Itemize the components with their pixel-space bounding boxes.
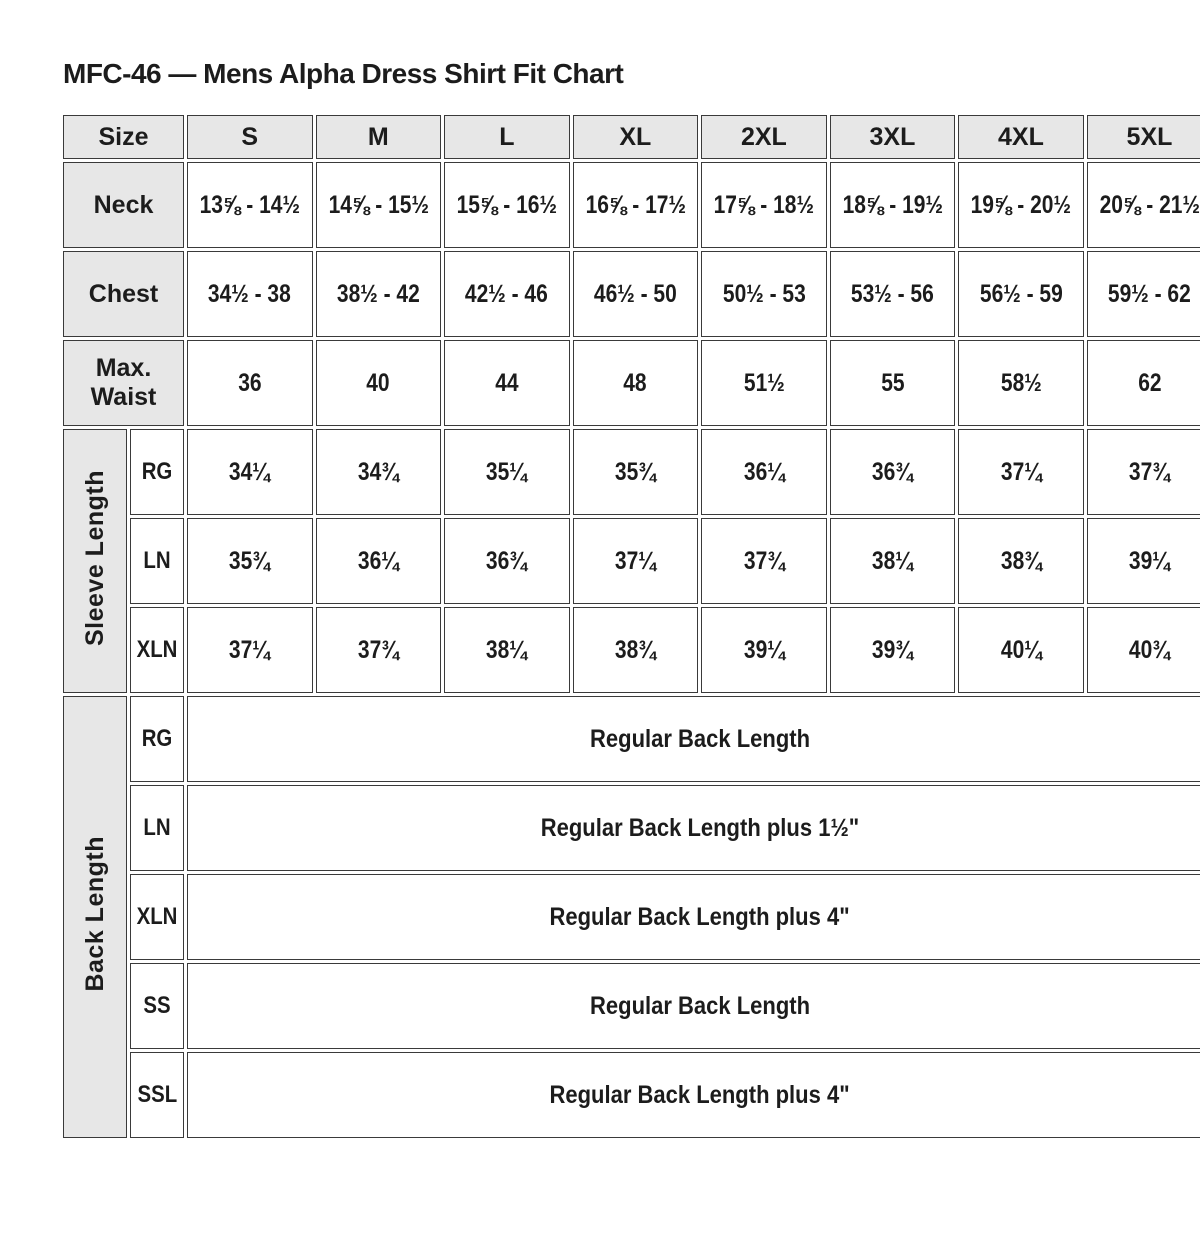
cell-sleeve-ln-xl: 37¼ [573, 518, 699, 604]
back-fit-rg: RG [130, 696, 184, 782]
cell-sleeve-ln-3xl: 38¼ [830, 518, 956, 604]
cell-chest-s: 34½ - 38 [187, 251, 313, 337]
back-desc-ln: Regular Back Length plus 1½" [187, 785, 1200, 871]
cell-sleeve-xln-m: 37¾ [316, 607, 442, 693]
cell-sleeve-rg-l: 35¼ [444, 429, 570, 515]
cell-chest-3xl: 53½ - 56 [830, 251, 956, 337]
cell-chest-5xl: 59½ - 62 [1087, 251, 1200, 337]
sleeve-fit-ln: LN [130, 518, 184, 604]
cell-sleeve-rg-4xl: 37¼ [958, 429, 1084, 515]
back-fit-ss: SS [130, 963, 184, 1049]
cell-sleeve-ln-l: 36¾ [444, 518, 570, 604]
cell-sleeve-rg-3xl: 36¾ [830, 429, 956, 515]
table-row [63, 874, 1200, 960]
size-col-header-5xl: 5XL [1087, 115, 1200, 159]
cell-neck-m: 14⅝ - 15½ [316, 162, 442, 248]
cell-neck-3xl: 18⅝ - 19½ [830, 162, 956, 248]
back-fit-ssl: SSL [130, 1052, 184, 1138]
cell-chest-4xl: 56½ - 59 [958, 251, 1084, 337]
size-col-header-4xl: 4XL [958, 115, 1084, 159]
cell-neck-4xl: 19⅝ - 20½ [958, 162, 1084, 248]
back-fit-xln: XLN [130, 874, 184, 960]
cell-sleeve-xln-3xl: 39¾ [830, 607, 956, 693]
table-row [63, 162, 1200, 248]
cell-sleeve-xln-4xl: 40¼ [958, 607, 1084, 693]
cell-sleeve-ln-m: 36¼ [316, 518, 442, 604]
cell-sleeve-ln-5xl: 39¼ [1087, 518, 1200, 604]
row-label-max-waist: Max. Waist [63, 340, 184, 426]
table-row [63, 1052, 1200, 1138]
cell-max-waist-4xl: 58½ [958, 340, 1084, 426]
cell-sleeve-rg-2xl: 36¼ [701, 429, 827, 515]
cell-max-waist-xl: 48 [573, 340, 699, 426]
size-col-header-m: M [316, 115, 442, 159]
fit-chart-table [60, 112, 1200, 1141]
cell-neck-xl: 16⅝ - 17½ [573, 162, 699, 248]
size-header-label: Size [63, 115, 184, 159]
cell-max-waist-2xl: 51½ [701, 340, 827, 426]
sleeve-fit-rg: RG [130, 429, 184, 515]
cell-chest-l: 42½ - 46 [444, 251, 570, 337]
cell-sleeve-ln-s: 35¾ [187, 518, 313, 604]
table-row [63, 785, 1200, 871]
cell-max-waist-l: 44 [444, 340, 570, 426]
back-desc-xln: Regular Back Length plus 4" [187, 874, 1200, 960]
cell-sleeve-ln-4xl: 38¾ [958, 518, 1084, 604]
cell-sleeve-rg-5xl: 37¾ [1087, 429, 1200, 515]
cell-neck-5xl: 20⅝ - 21½ [1087, 162, 1200, 248]
cell-sleeve-rg-xl: 35¾ [573, 429, 699, 515]
back-desc-ssl: Regular Back Length plus 4" [187, 1052, 1200, 1138]
row-label-neck: Neck [63, 162, 184, 248]
cell-sleeve-xln-xl: 38¾ [573, 607, 699, 693]
cell-neck-s: 13⅝ - 14½ [187, 162, 313, 248]
table-row [63, 696, 1200, 782]
row-label-chest: Chest [63, 251, 184, 337]
sleeve-length-label: Sleeve Length [63, 429, 127, 693]
cell-sleeve-ln-2xl: 37¾ [701, 518, 827, 604]
size-col-header-l: L [444, 115, 570, 159]
cell-sleeve-xln-5xl: 40¾ [1087, 607, 1200, 693]
cell-max-waist-3xl: 55 [830, 340, 956, 426]
table-row [63, 607, 1200, 693]
size-col-header-s: S [187, 115, 313, 159]
cell-neck-2xl: 17⅝ - 18½ [701, 162, 827, 248]
back-length-label: Back Length [63, 696, 127, 1138]
cell-sleeve-xln-2xl: 39¼ [701, 607, 827, 693]
cell-sleeve-rg-s: 34¼ [187, 429, 313, 515]
table-row [63, 115, 1200, 159]
size-col-header-2xl: 2XL [701, 115, 827, 159]
cell-sleeve-xln-s: 37¼ [187, 607, 313, 693]
cell-max-waist-s: 36 [187, 340, 313, 426]
cell-chest-2xl: 50½ - 53 [701, 251, 827, 337]
cell-sleeve-rg-m: 34¾ [316, 429, 442, 515]
table-row [63, 251, 1200, 337]
back-desc-rg: Regular Back Length [187, 696, 1200, 782]
size-col-header-3xl: 3XL [830, 115, 956, 159]
cell-sleeve-xln-l: 38¼ [444, 607, 570, 693]
fit-chart-body [63, 115, 1200, 1138]
sleeve-fit-xln: XLN [130, 607, 184, 693]
size-col-header-xl: XL [573, 115, 699, 159]
page-title: MFC-46 — Mens Alpha Dress Shirt Fit Chart [63, 58, 624, 89]
cell-chest-xl: 46½ - 50 [573, 251, 699, 337]
cell-max-waist-m: 40 [316, 340, 442, 426]
cell-chest-m: 38½ - 42 [316, 251, 442, 337]
cell-neck-l: 15⅝ - 16½ [444, 162, 570, 248]
table-row [63, 340, 1200, 426]
table-row [63, 429, 1200, 515]
table-row [63, 518, 1200, 604]
back-desc-ss: Regular Back Length [187, 963, 1200, 1049]
cell-max-waist-5xl: 62 [1087, 340, 1200, 426]
table-row [63, 963, 1200, 1049]
back-fit-ln: LN [130, 785, 184, 871]
